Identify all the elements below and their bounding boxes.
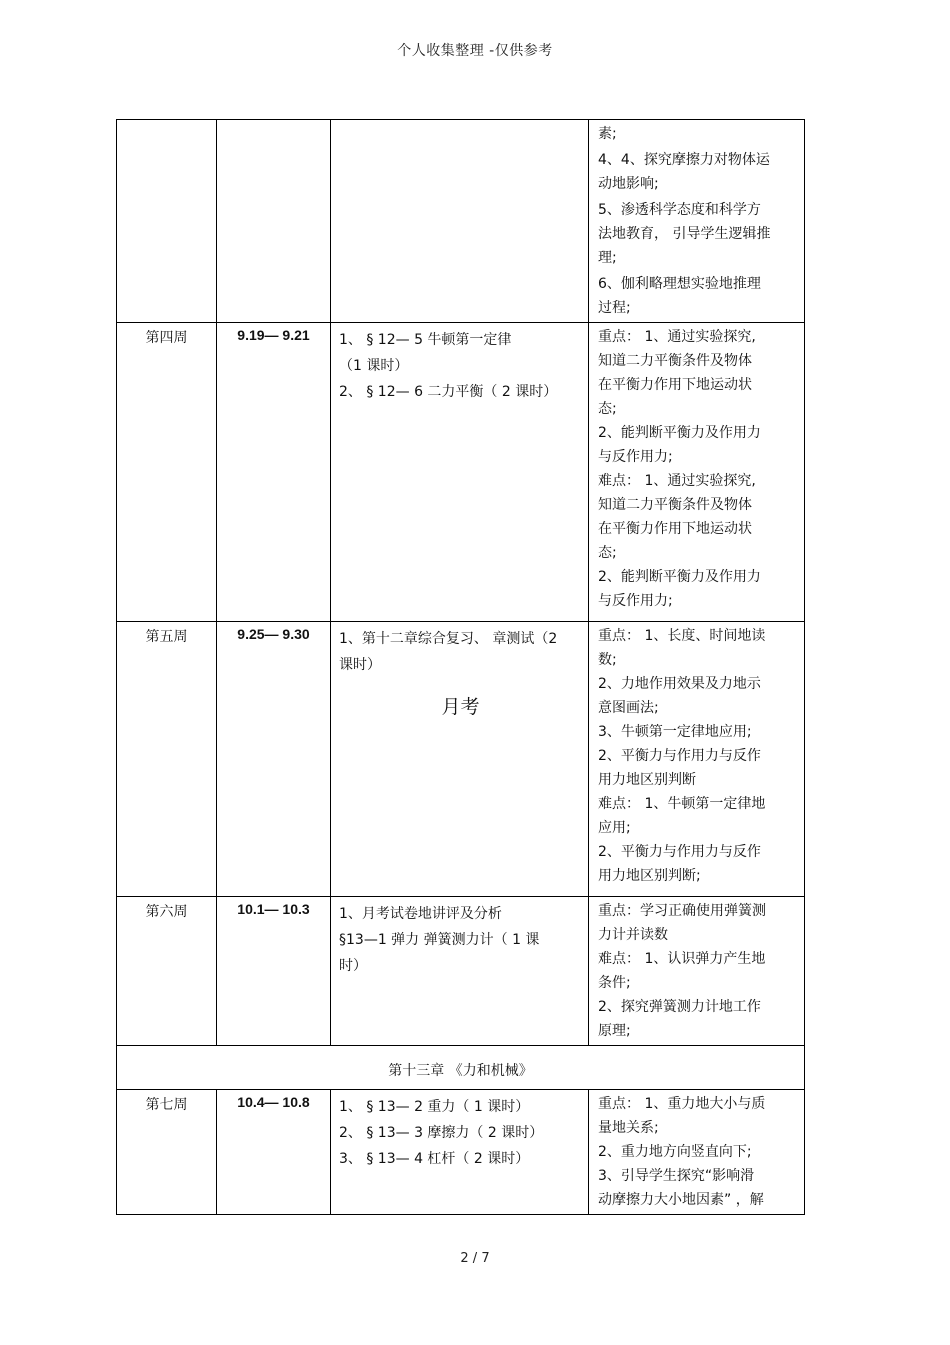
date-cell: 9.25— 9.30	[217, 622, 331, 897]
goal-line: 量地关系;	[598, 1120, 659, 1136]
goal-line: 应用;	[598, 820, 631, 836]
content-line: 1、月考试卷地讲评及分析	[339, 906, 502, 922]
goal-line: 5、渗透科学态度和科学方	[598, 202, 761, 218]
goal-line: 2、探究弹簧测力计地工作	[598, 999, 761, 1015]
goal-line: 用力地区别判断;	[598, 868, 701, 884]
content-line: 课时）	[339, 657, 381, 673]
goal-line: 与反作用力;	[598, 593, 673, 609]
goal-line: 理;	[598, 250, 617, 266]
chapter-title: 第十三章 《力和机械》	[388, 1062, 533, 1079]
goals-cell	[589, 897, 805, 1046]
goal-line: 重点： 1、长度、时间地读	[598, 628, 766, 644]
content-cell	[331, 323, 589, 622]
goal-line: 3、牛顿第一定律地应用;	[598, 724, 752, 740]
goal-line: 素;	[598, 126, 617, 142]
content-line: 1、 § 12— 5 牛顿第一定律	[339, 332, 512, 348]
week-cell: 第四周	[117, 323, 217, 622]
date-cell: 10.4— 10.8	[217, 1090, 331, 1215]
goal-line: 用力地区别判断	[598, 772, 696, 788]
week-cell: 第六周	[117, 897, 217, 1046]
monthly-exam-label: 月考	[441, 696, 480, 718]
goal-line: 难点： 1、牛顿第一定律地	[598, 796, 766, 812]
chapter-heading-cell	[117, 1046, 805, 1090]
goal-line: 2、平衡力与作用力与反作	[598, 748, 761, 764]
goals-cell	[589, 622, 805, 897]
goal-line: 2、重力地方向竖直向下;	[598, 1144, 752, 1160]
goal-line: 知道二力平衡条件及物体	[598, 353, 752, 369]
content-line: 1、第十二章综合复习、 章测试（2	[339, 631, 558, 647]
table-row	[117, 622, 805, 897]
table-row	[117, 1090, 805, 1215]
goals-cell	[589, 120, 805, 323]
goal-line: 4、4、探究摩擦力对物体运	[598, 152, 770, 168]
date-cell	[217, 120, 331, 323]
teaching-plan-table	[116, 119, 805, 1215]
content-cell	[331, 897, 589, 1046]
goal-line: 难点： 1、通过实验探究,	[598, 473, 756, 489]
content-line: 2、 § 13— 3 摩擦力（ 2 课时）	[339, 1125, 544, 1141]
goal-line: 重点： 1、通过实验探究,	[598, 329, 756, 345]
goal-line: 在平衡力作用下地运动状	[598, 377, 752, 393]
content-line: （1 课时）	[339, 358, 409, 374]
content-cell	[331, 120, 589, 323]
goal-line: 重点： 1、重力地大小与质	[598, 1096, 766, 1112]
date-cell: 10.1— 10.3	[217, 897, 331, 1046]
goal-line: 过程;	[598, 300, 631, 316]
goal-line: 与反作用力;	[598, 449, 673, 465]
goal-line: 条件;	[598, 975, 631, 991]
table-row	[117, 897, 805, 1046]
content-line: 2、 § 12— 6 二力平衡（ 2 课时）	[339, 384, 558, 400]
goal-line: 2、平衡力与作用力与反作	[598, 844, 761, 860]
goal-line: 2、能判断平衡力及作用力	[598, 425, 761, 441]
week-cell: 第七周	[117, 1090, 217, 1215]
goal-line: 2、力地作用效果及力地示	[598, 676, 761, 692]
goal-line: 原理;	[598, 1023, 631, 1039]
goal-line: 法地教育， 引导学生逻辑推	[598, 226, 771, 242]
content-cell	[331, 1090, 589, 1215]
date-cell: 9.19— 9.21	[217, 323, 331, 622]
goal-line: 知道二力平衡条件及物体	[598, 497, 752, 513]
goal-line: 2、能判断平衡力及作用力	[598, 569, 761, 585]
content-cell	[331, 622, 589, 897]
week-cell: 第五周	[117, 622, 217, 897]
goal-line: 3、引导学生探究“影响滑	[598, 1168, 755, 1184]
goal-line: 态;	[598, 545, 617, 561]
goal-line: 重点：学习正确使用弹簧测	[598, 903, 766, 919]
content-line: §13—1 弹力 弹簧测力计（ 1 课	[339, 932, 540, 948]
goal-line: 动摩擦力大小地因素” ，解	[598, 1192, 764, 1208]
goals-cell	[589, 1090, 805, 1215]
content-line: 1、 § 13— 2 重力（ 1 课时）	[339, 1099, 530, 1115]
goals-cell	[589, 323, 805, 622]
page-number: 2 / 7	[460, 1251, 490, 1266]
goal-line: 态;	[598, 401, 617, 417]
goal-line: 力计并读数	[598, 927, 668, 943]
goal-line: 难点： 1、认识弹力产生地	[598, 951, 766, 967]
page-header: 个人收集整理 -仅供参考	[397, 43, 553, 59]
week-cell	[117, 120, 217, 323]
content-line: 3、 § 13— 4 杠杆（ 2 课时）	[339, 1151, 530, 1167]
table-row	[117, 323, 805, 622]
content-line: 时）	[339, 958, 367, 974]
goal-line: 6、伽利略理想实验地推理	[598, 276, 761, 292]
goal-line: 数;	[598, 652, 617, 668]
goal-line: 在平衡力作用下地运动状	[598, 521, 752, 537]
chapter-row	[117, 1046, 805, 1090]
goal-line: 动地影响;	[598, 176, 659, 192]
table-row	[117, 120, 805, 323]
goal-line: 意图画法;	[598, 700, 659, 716]
